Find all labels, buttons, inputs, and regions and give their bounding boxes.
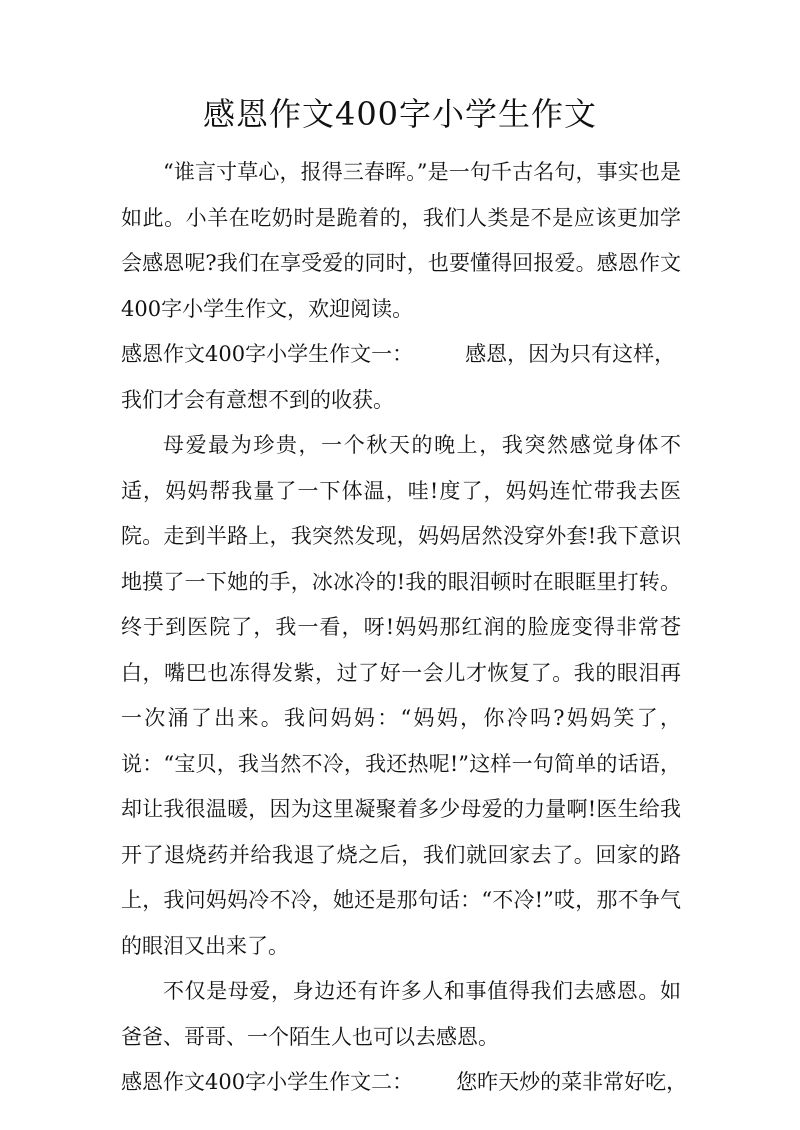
intro-paragraph: “谁言寸草心，报得三春晖。”是一句千古名句，事实也是如此。小羊在吃奶时是跪着的，我们人类是不是应该更加学会感恩呢?我们在享受爱的同时，也要懂得回报爱。感恩作文400字小学生作文，欢迎阅读。 (121, 160, 681, 321)
section-2-heading: 感恩作文400字小学生作文二： (121, 1070, 414, 1094)
section-1-heading-line (121, 332, 681, 378)
document-title: 感恩作文400字小学生作文 (202, 95, 598, 133)
section-1-paragraph-1: 母爱最为珍贵，一个秋天的晚上，我突然感觉身体不适，妈妈帮我量了一下体温，哇!度了，妈妈连忙带我去医院。走到半路上，我突然发现，妈妈居然没穿外套!我下意识地摸了一下她的手，冰冰冷的!我的眼泪顿时在眼眶里打转。终于到医院了，我一看，呀!妈妈那红润的脸庞变得非常苍白，嘴巴也冻得发紫，过了好一会儿才恢复了。我的眼泪再一次涌了出来。我问妈妈：“妈妈，你冷吗?妈妈笑了，说：“宝贝，我当然不冷，我还热呢!”这样一句简单的话语，却让我很温暖，因为这里凝聚着多少母爱的力量啊!医生给我开了退烧药并给我退了烧之后，我们就回家去了。回家的路上，我问妈妈冷不冷，她还是那句话：“不冷!”哎，那不争气的眼泪又出来了。 (121, 433, 681, 958)
section-1-lead-continuation: 我们才会有意想不到的收获。 (121, 387, 394, 412)
section-2-heading-line (121, 1060, 688, 1106)
section-2-lead: 您昨天炒的菜非常好吃， (456, 1070, 688, 1094)
document-body (121, 150, 688, 1106)
section-1-lead: 感恩，因为只有这样， (465, 342, 676, 366)
section-1-paragraph-2: 不仅是母爱，身边还有许多人和事值得我们去感恩。如爸爸、哥哥、一个陌生人也可以去感恩。 (121, 979, 681, 1049)
section-1-heading: 感恩作文400字小学生作文一： (121, 342, 414, 366)
